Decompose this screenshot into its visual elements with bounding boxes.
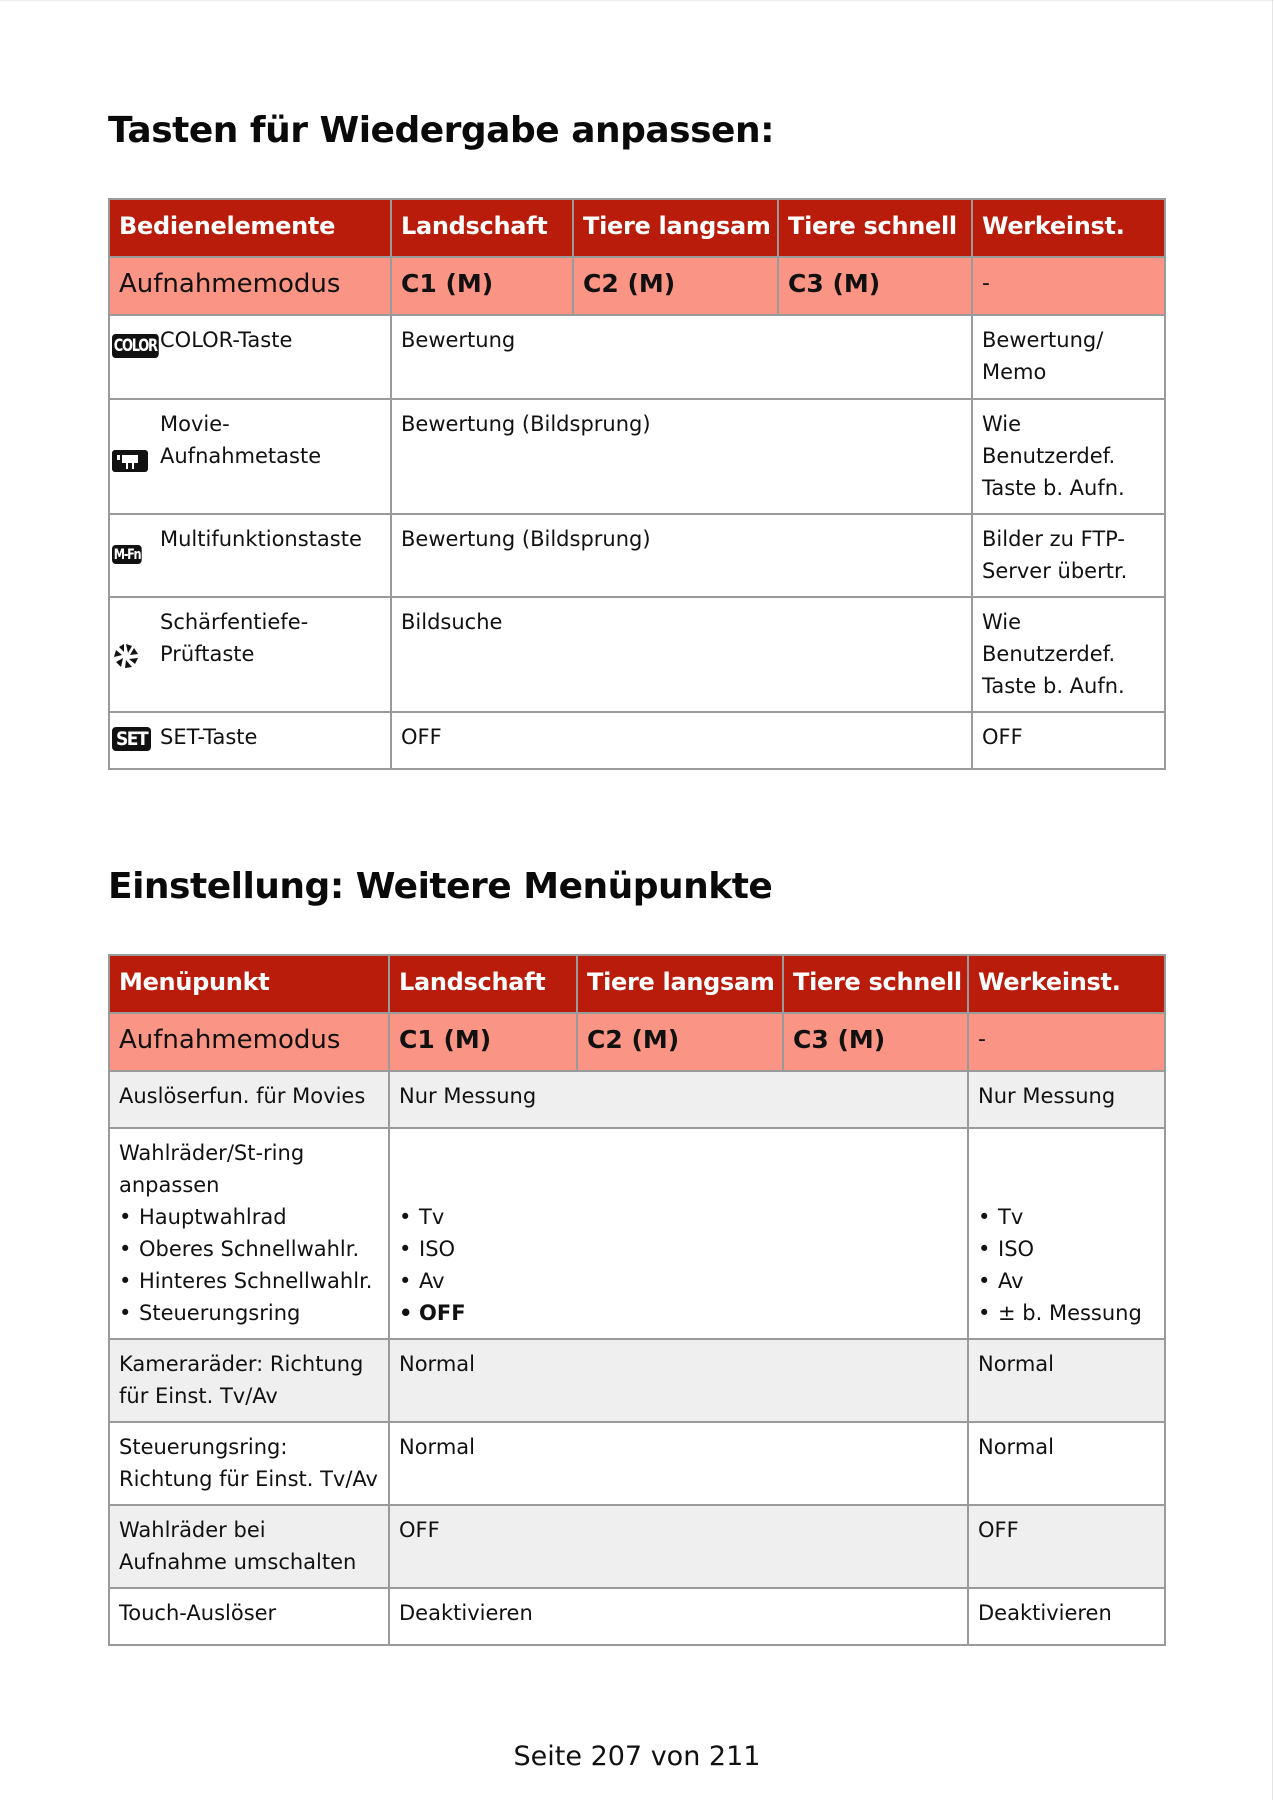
menu-item-label xyxy=(109,1339,389,1422)
table-row xyxy=(109,315,1165,399)
label-line: Steuerungsring: xyxy=(119,1435,288,1459)
control-label: Prüftaste xyxy=(160,642,255,666)
menu-item-label xyxy=(109,1128,389,1339)
menu-table xyxy=(108,954,1166,1646)
color-button-icon: COLOR xyxy=(113,336,157,356)
default-item: • Tv xyxy=(978,1201,1155,1233)
default-cell: OFF xyxy=(968,1505,1165,1588)
default-line: OFF xyxy=(982,725,1023,749)
mode-c2: C2 (M) xyxy=(573,257,778,315)
value-item: • ISO xyxy=(399,1233,958,1265)
mode-default: - xyxy=(968,1013,1165,1071)
label-line: Kameraräder: Richtung xyxy=(119,1352,364,1376)
mode-c1: C1 (M) xyxy=(391,257,573,315)
label-line: anpassen xyxy=(119,1173,220,1197)
control-cell xyxy=(109,315,391,399)
default-cell xyxy=(972,514,1165,597)
value-cell: Bewertung (Bildsprung) xyxy=(391,514,972,597)
page-top-edge xyxy=(0,0,1274,1)
table-row xyxy=(109,712,1165,769)
header-default: Werkeinst. xyxy=(972,199,1165,257)
header-menu-item: Menüpunkt xyxy=(109,955,389,1013)
aperture-icon xyxy=(112,642,140,670)
default-line: Benutzerdef. xyxy=(982,642,1116,666)
label-line: Wahlräder/St-ring xyxy=(119,1141,305,1165)
label-line: Richtung für Einst. Tv/Av xyxy=(119,1467,378,1491)
default-line: Taste b. Aufn. xyxy=(982,476,1125,500)
value-item: • OFF xyxy=(399,1297,958,1329)
header-landscape: Landschaft xyxy=(389,955,577,1013)
default-cell xyxy=(972,315,1165,399)
mode-c1: C1 (M) xyxy=(389,1013,577,1071)
table-header-row xyxy=(109,955,1165,1013)
mode-c3: C3 (M) xyxy=(778,257,972,315)
default-line: Benutzerdef. xyxy=(982,444,1116,468)
label-line: Aufnahme umschalten xyxy=(119,1550,357,1574)
header-animals-slow: Tiere langsam xyxy=(573,199,778,257)
default-cell: Deaktivieren xyxy=(968,1588,1165,1645)
header-default: Werkeinst. xyxy=(968,955,1165,1013)
menu-item-label xyxy=(109,1422,389,1505)
table-row xyxy=(109,1339,1165,1422)
default-line: Taste b. Aufn. xyxy=(982,674,1125,698)
menu-item-label: Auslöserfun. für Movies xyxy=(109,1071,389,1128)
mode-default: - xyxy=(972,257,1165,315)
mode-c3: C3 (M) xyxy=(783,1013,968,1071)
control-cell xyxy=(109,712,391,769)
value-cell: Normal xyxy=(389,1339,968,1422)
menu-item-label: Touch-Auslöser xyxy=(109,1588,389,1645)
page-number: Seite 207 von 211 xyxy=(513,1741,761,1772)
control-label: Movie- xyxy=(160,412,230,436)
table-row xyxy=(109,514,1165,597)
control-label: COLOR-Taste xyxy=(160,328,293,352)
value-cell: Bewertung (Bildsprung) xyxy=(391,399,972,514)
value-item: • Tv xyxy=(399,1201,958,1233)
page-right-edge xyxy=(1272,0,1273,1800)
default-item: • ± b. Messung xyxy=(978,1297,1155,1329)
control-label: SET-Taste xyxy=(160,725,258,749)
mode-label: Aufnahmemodus xyxy=(109,257,391,315)
default-line: Wie xyxy=(982,610,1022,634)
header-landscape: Landschaft xyxy=(391,199,573,257)
header-animals-fast: Tiere schnell xyxy=(783,955,968,1013)
value-cell: Deaktivieren xyxy=(389,1588,968,1645)
table-row xyxy=(109,1422,1165,1505)
mode-row xyxy=(109,257,1165,315)
table-row xyxy=(109,1128,1165,1339)
control-cell xyxy=(109,514,391,597)
value-item: • Av xyxy=(399,1265,958,1297)
control-label: Schärfentiefe- xyxy=(160,610,309,634)
mode-label: Aufnahmemodus xyxy=(109,1013,389,1071)
default-item: • ISO xyxy=(978,1233,1155,1265)
value-cell xyxy=(389,1128,968,1339)
control-cell xyxy=(109,597,391,712)
default-cell: Normal xyxy=(968,1339,1165,1422)
default-list xyxy=(978,1201,1155,1329)
value-cell: Bewertung xyxy=(391,315,972,399)
dial-item: • Hauptwahlrad xyxy=(119,1201,379,1233)
value-cell: Bildsuche xyxy=(391,597,972,712)
buttons-table xyxy=(108,198,1166,770)
dial-item: • Steuerungsring xyxy=(119,1297,379,1329)
default-line: Server übertr. xyxy=(982,559,1128,583)
default-cell xyxy=(972,712,1165,769)
value-cell: Normal xyxy=(389,1422,968,1505)
control-cell xyxy=(109,399,391,514)
dial-list xyxy=(119,1201,379,1329)
value-cell: Nur Messung xyxy=(389,1071,968,1128)
default-cell xyxy=(968,1128,1165,1339)
section-title-menu: Einstellung: Weitere Menüpunkte xyxy=(108,866,773,907)
mode-c2: C2 (M) xyxy=(577,1013,783,1071)
section-title-buttons: Tasten für Wiedergabe anpassen: xyxy=(108,110,774,151)
default-cell xyxy=(972,597,1165,712)
default-cell: Normal xyxy=(968,1422,1165,1505)
default-line: Memo xyxy=(982,360,1047,384)
mode-row xyxy=(109,1013,1165,1071)
default-cell: Nur Messung xyxy=(968,1071,1165,1128)
table-header-row xyxy=(109,199,1165,257)
control-label: Aufnahmetaste xyxy=(160,444,322,468)
label-line: Wahlräder bei xyxy=(119,1518,266,1542)
default-cell xyxy=(972,399,1165,514)
set-button-icon: SET xyxy=(112,727,151,751)
table-row xyxy=(109,597,1165,712)
table-row xyxy=(109,1588,1165,1645)
table-row xyxy=(109,399,1165,514)
value-cell: OFF xyxy=(391,712,972,769)
default-item: • Av xyxy=(978,1265,1155,1297)
menu-item-label xyxy=(109,1505,389,1588)
mfn-button-icon: M-Fn xyxy=(113,547,141,563)
header-controls: Bedienelemente xyxy=(109,199,391,257)
table-row xyxy=(109,1505,1165,1588)
dial-item: • Hinteres Schnellwahlr. xyxy=(119,1265,379,1297)
table-row xyxy=(109,1071,1165,1128)
value-list xyxy=(399,1201,958,1329)
header-animals-fast: Tiere schnell xyxy=(778,199,972,257)
movie-record-icon xyxy=(112,450,148,472)
label-line: für Einst. Tv/Av xyxy=(119,1384,278,1408)
default-line: Wie xyxy=(982,412,1022,436)
value-cell: OFF xyxy=(389,1505,968,1588)
control-label: Multifunktionstaste xyxy=(160,527,362,551)
default-line: Bewertung/ xyxy=(982,328,1104,352)
dial-item: • Oberes Schnellwahlr. xyxy=(119,1233,379,1265)
default-line: Bilder zu FTP- xyxy=(982,527,1125,551)
header-animals-slow: Tiere langsam xyxy=(577,955,783,1013)
